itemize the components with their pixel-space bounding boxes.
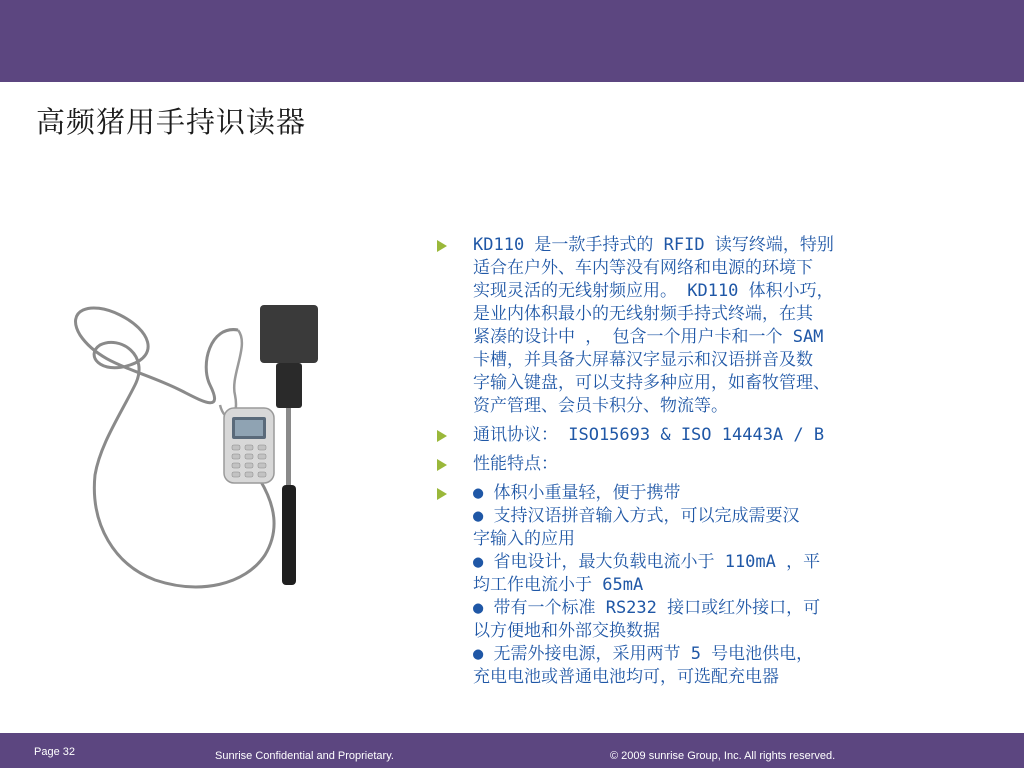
bullet-line: ● 无需外接电源，采用两节 5 号电池供电， <box>473 644 814 664</box>
bullet-line: ● 支持汉语拼音输入方式，可以完成需要汉 <box>473 506 800 526</box>
bullet-arrow-icon <box>437 488 447 500</box>
bullet-line: 字输入的应用 <box>473 529 575 549</box>
bullet-line: 实现灵活的无线射频应用。 KD110 体积小巧， <box>473 281 834 301</box>
slide-title: 高频猪用手持识读器 <box>36 105 307 139</box>
bullet-item <box>437 424 957 447</box>
bullet-list <box>437 234 957 695</box>
bullet-arrow-icon <box>437 459 447 471</box>
bullet-arrow-icon <box>437 430 447 442</box>
confidential-notice: Sunrise Confidential and Proprietary. <box>215 750 394 762</box>
product-photo <box>60 295 380 615</box>
footer-bar <box>0 733 1024 768</box>
bullet-line: 充电电池或普通电池均可，可选配充电器 <box>473 667 779 687</box>
bullet-text <box>473 453 943 476</box>
bullet-line: 均工作电流小于 65mA <box>473 575 644 595</box>
bullet-line: KD110 是一款手持式的 RFID 读写终端，特别 <box>473 235 834 255</box>
bullet-item <box>437 453 957 476</box>
bullet-line: 以方便地和外部交换数据 <box>473 621 660 641</box>
page-number: Page 32 <box>34 746 75 758</box>
bullet-text <box>473 234 943 418</box>
copyright-notice: © 2009 sunrise Group, Inc. All rights reserved. <box>610 750 836 762</box>
bullet-item <box>437 482 957 689</box>
cable-coil <box>220 330 242 417</box>
bullet-line: 性能特点： <box>473 454 558 474</box>
handheld-terminal <box>224 408 274 483</box>
bullet-line: ● 省电设计，最大负载电流小于 110mA ，平 <box>473 552 821 572</box>
bullet-text <box>473 482 943 689</box>
bullet-line: 资产管理、会员卡积分、物流等。 <box>473 396 728 416</box>
bullet-text <box>473 424 943 447</box>
bullet-arrow-icon <box>437 240 447 252</box>
bullet-line: 通讯协议： ISO15693 & ISO 14443A / B <box>473 425 825 445</box>
bullet-line: 是业内体积最小的无线射频手持式终端，在其 <box>473 304 813 324</box>
bullet-line: ● 体积小重量轻，便于携带 <box>473 483 681 503</box>
bullet-line: ● 带有一个标准 RS232 接口或红外接口，可 <box>473 598 821 618</box>
bullet-line: 字输入键盘，可以支持多种应用，如畜牧管理、 <box>473 373 830 393</box>
bullet-line: 卡槽，并具备大屏幕汉字显示和汉语拼音及数 <box>473 350 813 370</box>
header-bar <box>0 0 1024 82</box>
bullet-line: 适合在户外、车内等没有网络和电源的环境下 <box>473 258 813 278</box>
bullet-item <box>437 234 957 418</box>
bullet-line: 紧凑的设计中 ， 包含一个用户卡和一个 SAM <box>473 327 824 347</box>
